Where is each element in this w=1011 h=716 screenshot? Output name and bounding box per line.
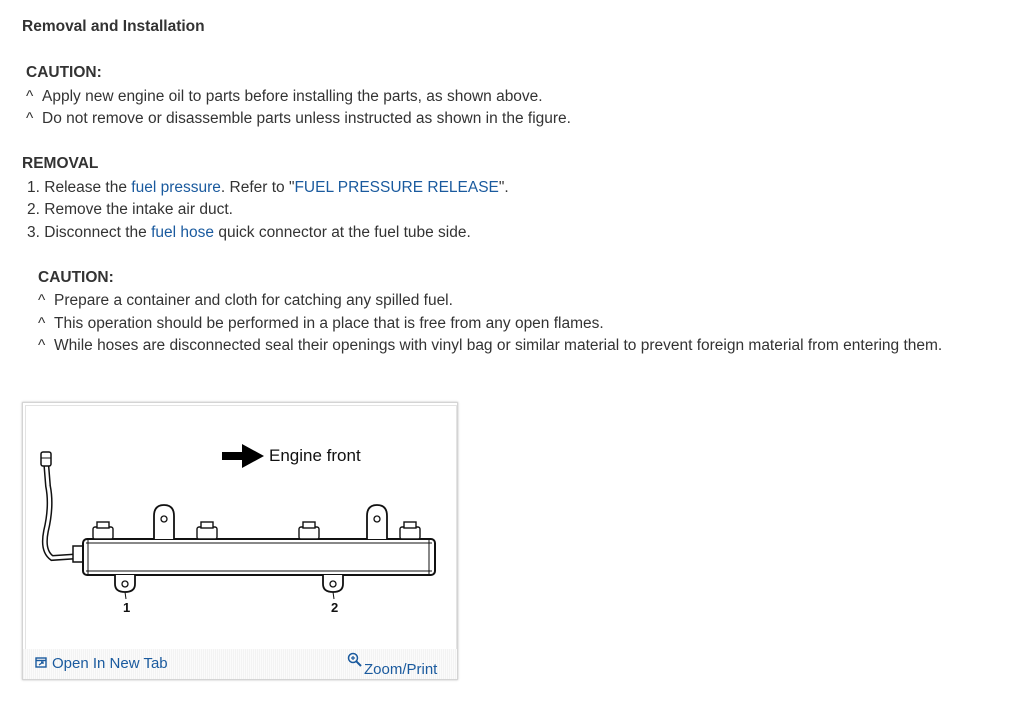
- open-tab-icon: [35, 656, 48, 669]
- zoom-print-button[interactable]: Zoom/Print: [347, 652, 437, 675]
- section-title: Removal and Installation: [22, 18, 205, 35]
- caution-label-1: CAUTION:: [26, 64, 102, 81]
- caution-item: ^ While hoses are disconnected seal their openings with vinyl bag or similar material to prevent foreign material from entering them.: [38, 337, 943, 354]
- caution-item: ^ Apply new engine oil to parts before installing the parts, as shown above.: [26, 88, 543, 105]
- caution-item: ^ Do not remove or disassemble parts unless instructed as shown in the figure.: [26, 110, 571, 127]
- fuel-pressure-link[interactable]: fuel pressure: [131, 179, 221, 196]
- caret-icon: ^: [26, 88, 34, 105]
- caret-icon: ^: [26, 110, 34, 127]
- callout-2: 2: [331, 600, 339, 615]
- fuel-rail-illustration: [26, 406, 456, 650]
- arrow-right-icon: [222, 444, 264, 468]
- engine-front-label: Engine front: [269, 446, 361, 465]
- callout-1: 1: [123, 600, 131, 615]
- caret-icon: ^: [38, 337, 46, 354]
- open-in-new-tab-button[interactable]: Open In New Tab: [35, 655, 168, 672]
- figure-container: [22, 402, 458, 680]
- removal-step-2: 2. Remove the intake air duct.: [27, 201, 233, 218]
- caret-icon: ^: [38, 315, 46, 332]
- zoom-icon: [347, 652, 363, 668]
- removal-step-3: 3. Disconnect the fuel hose quick connector at the fuel tube side.: [27, 224, 471, 241]
- fuel-pressure-release-link[interactable]: FUEL PRESSURE RELEASE: [294, 179, 499, 196]
- figure-toolbar: [23, 649, 457, 679]
- fuel-hose-link[interactable]: fuel hose: [151, 224, 215, 241]
- caret-icon: ^: [38, 292, 46, 309]
- removal-step-1: 1. Release the fuel pressure. Refer to "FUEL PRESSURE RELEASE".: [27, 179, 509, 196]
- caution-item: ^ This operation should be performed in a place that is free from any open flames.: [38, 315, 604, 332]
- caution-item: ^ Prepare a container and cloth for catching any spilled fuel.: [38, 292, 453, 309]
- fuel-rail-diagram[interactable]: [25, 405, 457, 651]
- caution-label-2: CAUTION:: [38, 269, 114, 286]
- removal-heading: REMOVAL: [22, 155, 99, 172]
